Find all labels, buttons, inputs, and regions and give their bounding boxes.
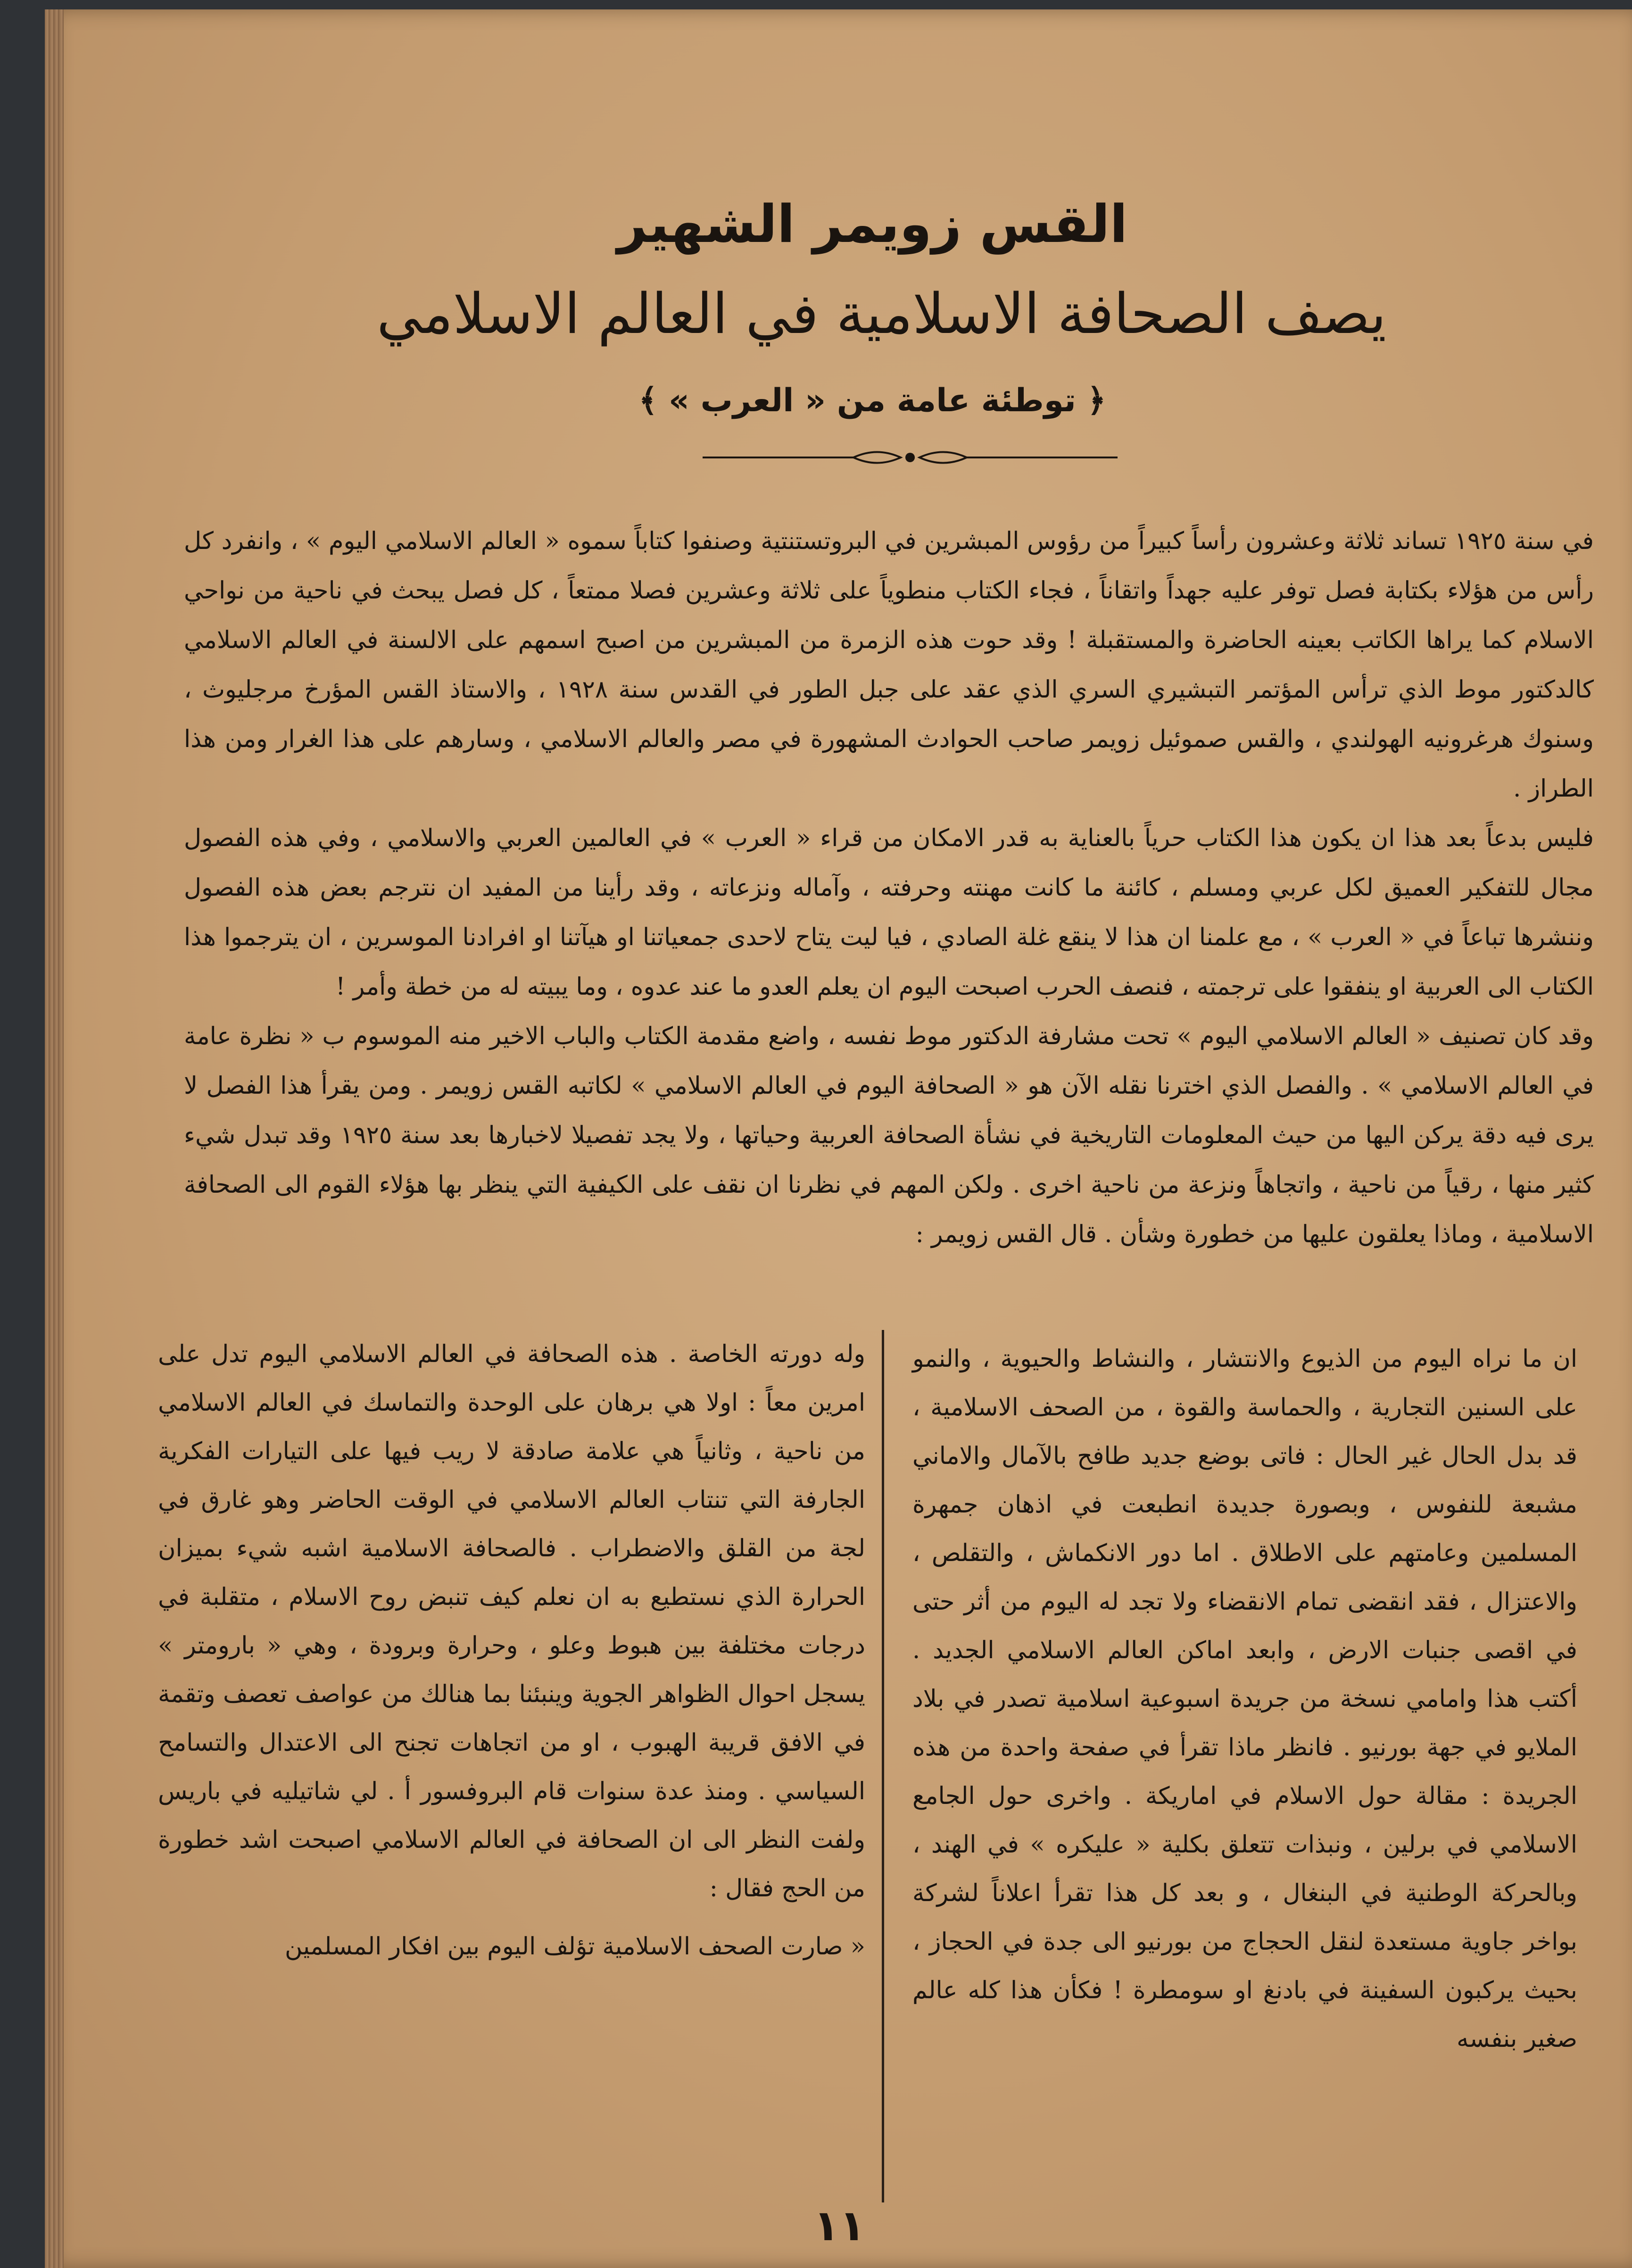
article-subtitle-line: يصف الصحافة الاسلامية في العالم الاسلامي <box>377 281 1386 346</box>
ornament-divider <box>698 446 1122 469</box>
quote-line: « صارت الصحف الاسلامية تؤلف اليوم بين افكار المسلمين <box>285 1933 865 1961</box>
intro-text <box>184 516 1594 1309</box>
intro-paragraph: في سنة ١٩٢٥ تساند ثلاثة وعشرون رأساً كبيراً من رؤوس المبشرين في البروتستنتية وصنفوا كتاباً سموه « العالم الاسلامي اليوم » ، وانفرد كل رأس من هؤلاء بكتابة فصل توفر عليه جهداً واتقاناً ، فجاء الكتاب منطوياً على ثلاثة وعشرين فصلا ممتعاً ، كل فصل يبحث في ناحية من نواحي الاسلام كما يراها الكاتب بعينه الحاضرة والمستقبلة ! وقد حوت هذه الزمرة من المبشرين من اصبح اسمهم على الالسنة في العالم الاسلامي كالدكتور موط الذي ترأس المؤتمر التبشيري السري الذي عقد على جبل الطور في القدس سنة ١٩٢٨ ، والاستاذ القس المؤرخ مرجليوث ، وسنوك هرغرونيه الهولندي ، والقس صموئيل زويمر صاحب الحوادث المشهورة في مصر والعالم الاسلامي ، وسارهم على هذا الغرار ومن هذا الطراز . <box>184 527 1594 803</box>
column-divider <box>882 1330 884 2202</box>
intro-paragraph: فليس بدعاً بعد هذا ان يكون هذا الكتاب حرياً بالعناية به قدر الامكان من قراء « العرب » في العالمين العربي والاسلامي ، وفي هذه الفصول مجال للتفكير العميق لكل عربي ومسلم ، كائنة ما كانت مهنته وحرفته ، وآماله ونزعاته ، وقد رأينا من المفيد ان نترجم بعض هذه الفصول وننشرها تباعاً في « العرب » ، مع علمنا ان هذا لا ينقع غلة الصادي ، فيا ليت يتاح لاحدى جمعياتنا او هيآتنا او افرادنا الموسرين ، ان يترجموا هذا الكتاب الى العربية او ينفقوا على ترجمته ، فنصف الحرب اصبحت اليوم ان يعلم العدو ما عند عدوه ، وما يبيته له من خطة وأمر ! <box>184 824 1594 1001</box>
article-column-left <box>158 1330 865 2202</box>
column-text: وله دورته الخاصة . هذه الصحافة في العالم الاسلامي اليوم تدل على امرين معاً : اولا هي برهان على الوحدة والتماسك في العالم الاسلامي من ناحية ، وثانياً هي علامة صادقة لا ريب فيها على التيارات الفكرية الجارفة التي تنتاب العالم الاسلامي في الوقت الحاضر وهو غارق في لجة من القلق والاضطراب . فالصحافة الاسلامية اشبه شيء بميزان الحرارة الذي نستطيع به ان نعلم كيف تنبض روح الاسلام ، متقلبة في درجات مختلفة بين هبوط وعلو ، وحرارة وبرودة ، وهي « بارومتر » يسجل احوال الظواهر الجوية وينبئنا بما هنالك من عواصف تعصف وتقمة في الافق قريبة الهبوب ، او من اتجاهات تجنح الى الاعتدال والتسامح السياسي . ومنذ عدة سنوات قام البروفسور أ . لي شاتيليه في باريس ولفت النظر الى ان الصحافة في العالم الاسلامي اصبحت اشد خطورة من الحج فقال : <box>158 1340 865 1902</box>
page-number: ١١ <box>813 2201 865 2251</box>
intro-paragraph: وقد كان تصنيف « العالم الاسلامي اليوم » تحت مشارفة الدكتور موط نفسه ، واضع مقدمة الكتاب والباب الاخير منه الموسوم ب « نظرة عامة في العالم الاسلامي » . والفصل الذي اخترنا نقله الآن هو « الصحافة اليوم في العالم الاسلامي » لكاتبه القس زويمر . ومن يقرأ هذا الفصل لا يرى فيه دقة يركن اليها من حيث المعلومات التاريخية في نشأة الصحافة العربية وحياتها ، ولا يجد تفصيلا لاخبارها بعد سنة ١٩٢٥ وقد تبدل شيء كثير منها ، رقياً من ناحية ، واتجاهاً ونزعة من ناحية اخرى . ولكن المهم في نظرنا ان نقف على الكيفية التي ينظر بها هؤلاء القوم الى الصحافة الاسلامية ، وماذا يعلقون عليها من خطورة وشأن . قال القس زويمر : <box>184 1022 1594 1248</box>
article-title: القس زويمر الشهير <box>617 194 1128 254</box>
article-column-right <box>912 1335 1577 2207</box>
column-text: ان ما نراه اليوم من الذيوع والانتشار ، والنشاط والحيوية ، والنمو على السنين التجارية ، والحماسة والقوة ، من الصحف الاسلامية ، قد بدل الحال غير الحال : فاتى بوضع جديد طافح بالآمال والاماني مشبعة للنفوس ، وبصورة جديدة انطبعت في اذهان جمهرة المسلمين وعامتهم على الاطلاق . اما دور الانكماش ، والتقلص ، والاعتزال ، فقد انقضى تمام الانقضاء ولا تجد له اليوم من أثر حتى في اقصى جنبات الارض ، وابعد اماكن العالم الاسلامي الجديد . أكتب هذا وامامي نسخة من جريدة اسبوعية اسلامية تصدر في بلاد الملايو في جهة بورنيو . فانظر ماذا تقرأ في صفحة واحدة من هذه الجريدة : مقالة حول الاسلام في اماريكة . واخرى حول الجامع الاسلامي في برلين ، ونبذات تتعلق بكلية « عليكره » في الهند ، وبالحركة الوطنية في البنغال ، و بعد كل هذا تقرأ اعلاناً لشركة بواخر جاوية مستعدة لنقل الحجاج من بورنيو الى جدة في الحجاز ، بحيث يركبون السفينة في بادنغ او سومطرة ! فكأن هذا كله عالم صغير بنفسه <box>912 1345 1577 2053</box>
page-edge <box>45 9 64 2268</box>
intro-caption: ﴿ توطئة عامة من « العرب » ﴾ <box>638 382 1106 419</box>
